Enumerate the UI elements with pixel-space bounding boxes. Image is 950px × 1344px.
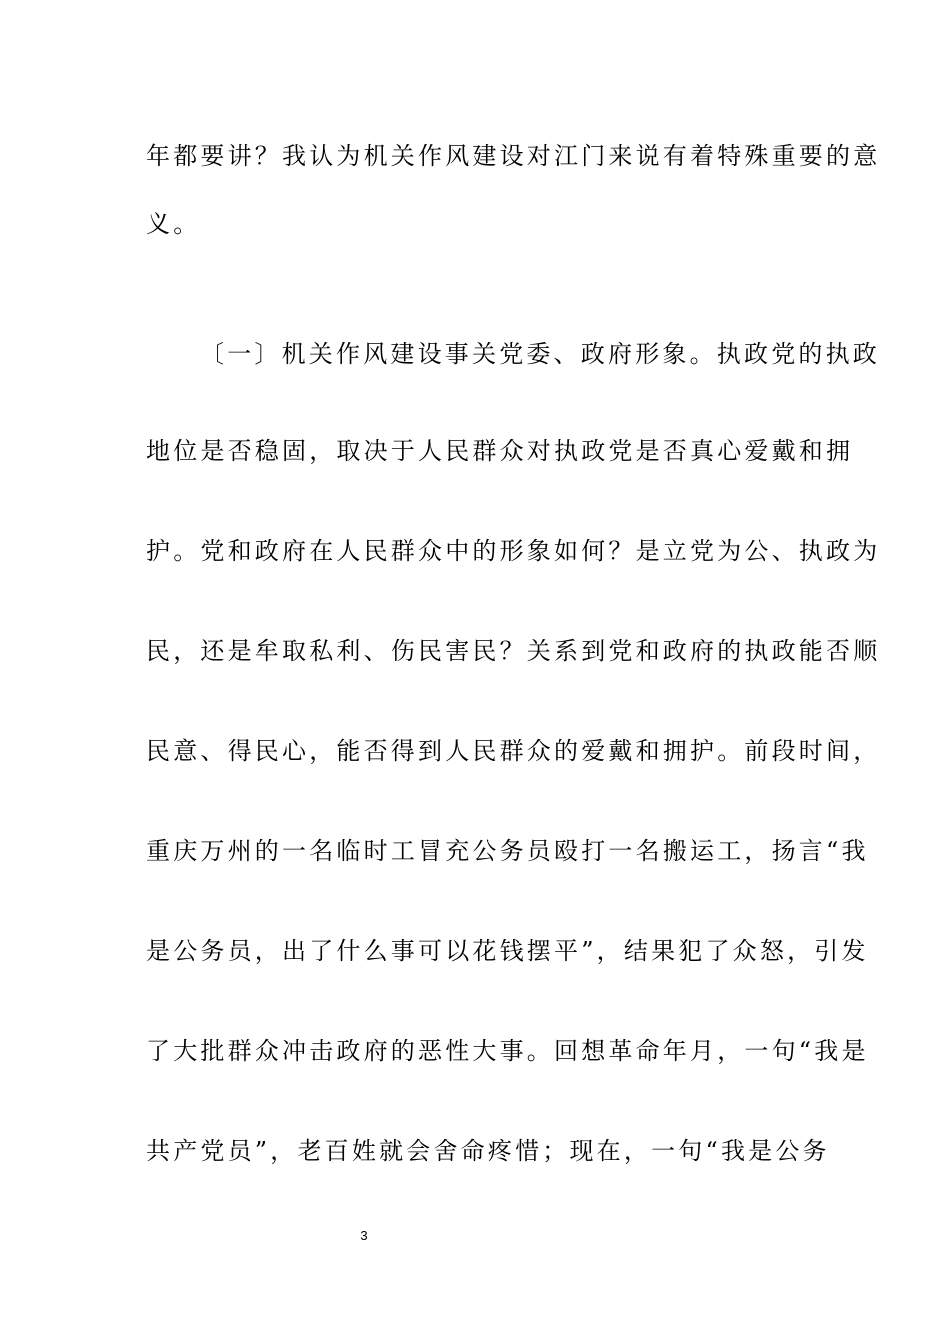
text-line-6: 民，还是牟取私利、伤民害民？关系到党和政府的执政能否顺	[146, 637, 881, 665]
text-line-7: 民意、得民心，能否得到人民群众的爱戴和拥护。前段时间，	[146, 737, 881, 765]
text-line-4: 地位是否稳固，取决于人民群众对执政党是否真心爱戴和拥	[146, 437, 854, 465]
text-line-10: 了大批群众冲击政府的恶性大事。回想革命年月，一句“我是	[146, 1037, 869, 1065]
text-line-8: 重庆万州的一名临时工冒充公务员殴打一名搬运工，扬言“我	[146, 837, 869, 865]
text-line-1: 年都要讲？我认为机关作风建设对江门来说有着特殊重要的意	[146, 142, 881, 170]
text-line-5: 护。党和政府在人民群众中的形象如何？是立党为公、执政为	[146, 537, 881, 565]
text-line-2: 义。	[146, 210, 201, 238]
text-line-11: 共产党员”，老百姓就会舍命疼惜；现在，一句“我是公务	[146, 1137, 830, 1165]
page-number: 3	[360, 1228, 368, 1243]
text-line-9: 是公务员，出了什么事可以花钱摆平”，结果犯了众怒，引发	[146, 937, 869, 965]
paragraph-heading-line: 〔一〕机关作风建设事关党委、政府形象。执政党的执政	[200, 340, 880, 368]
